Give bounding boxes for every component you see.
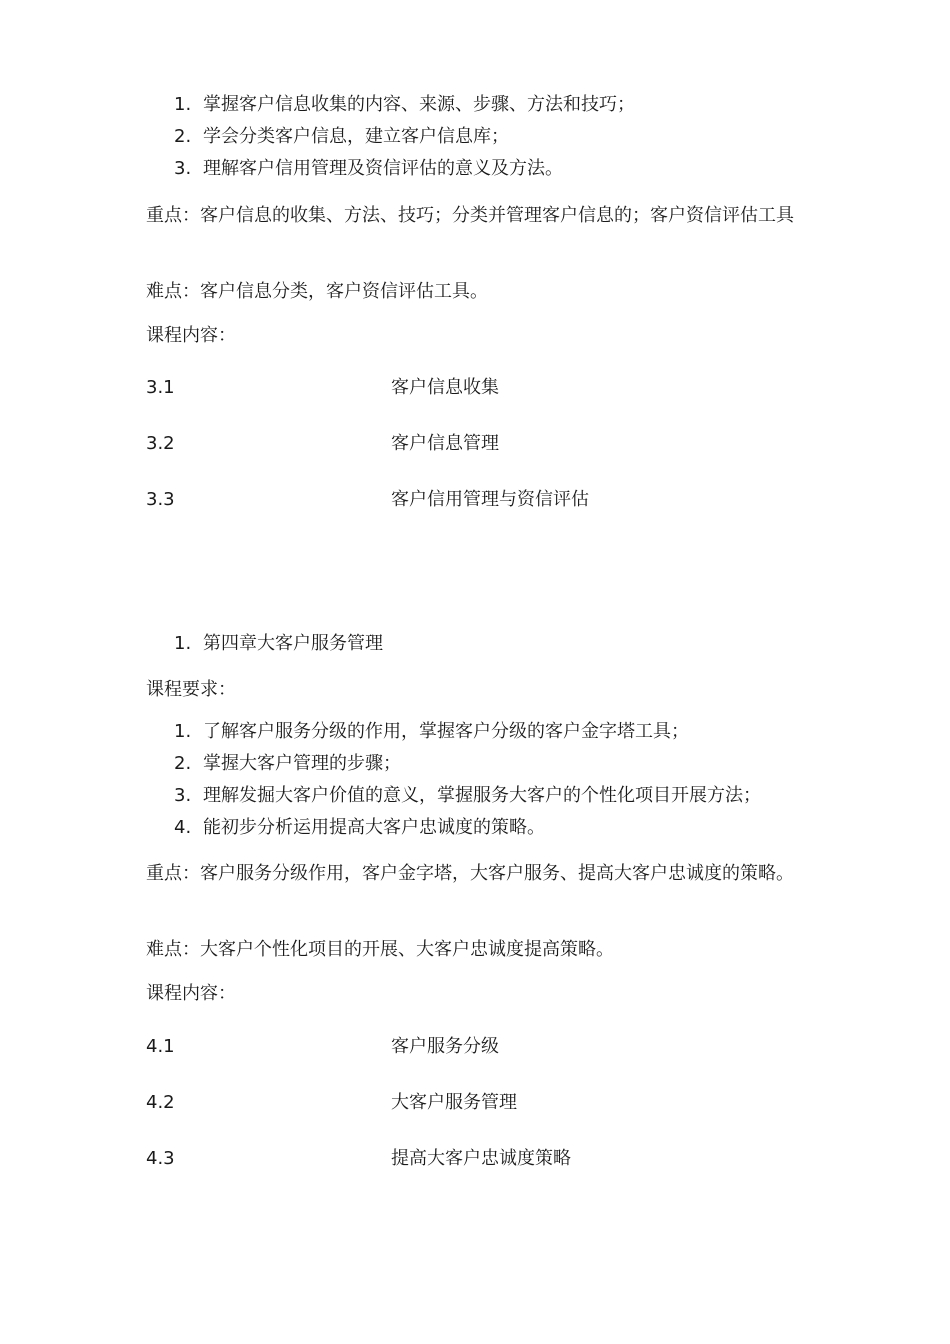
list-number: 3. bbox=[174, 158, 192, 179]
list-text: 学会分类客户信息，建立客户信息库； bbox=[203, 126, 509, 147]
list-number: 2. bbox=[174, 753, 192, 774]
chapter4-key-points: 重点：客户服务分级作用，客户金字塔，大客户服务、提高大客户忠诚度的策略。 bbox=[146, 863, 794, 884]
list-text: 理解客户信用管理及资信评估的意义及方法。 bbox=[203, 158, 563, 179]
section-title: 客户信息收集 bbox=[391, 377, 499, 398]
list-number: 4. bbox=[174, 817, 192, 838]
section-title: 客户服务分级 bbox=[391, 1036, 499, 1057]
list-text: 掌握大客户管理的步骤； bbox=[203, 753, 401, 774]
chapter4-requirements-label: 课程要求： bbox=[146, 679, 236, 700]
chapter4-content-label: 课程内容： bbox=[146, 983, 236, 1004]
list-number: 1. bbox=[174, 94, 192, 115]
section-number: 4.2 bbox=[146, 1092, 175, 1113]
list-number: 2. bbox=[174, 126, 192, 147]
section-number: 4.3 bbox=[146, 1148, 175, 1169]
section-title: 提高大客户忠诚度策略 bbox=[391, 1148, 571, 1169]
chapter3-key-points: 重点：客户信息的收集、方法、技巧；分类并管理客户信息的；客户资信评估工具 bbox=[146, 205, 794, 226]
section-number: 3.1 bbox=[146, 377, 175, 398]
chapter3-content-label: 课程内容： bbox=[146, 325, 236, 346]
section-number: 3.3 bbox=[146, 489, 175, 510]
section-number: 4.1 bbox=[146, 1036, 175, 1057]
section-number: 3.2 bbox=[146, 433, 175, 454]
chapter3-difficulties: 难点：客户信息分类，客户资信评估工具。 bbox=[146, 281, 488, 302]
heading-number: 1. bbox=[174, 633, 192, 654]
list-number: 1. bbox=[174, 721, 192, 742]
list-number: 3. bbox=[174, 785, 192, 806]
chapter4-difficulties: 难点：大客户个性化项目的开展、大客户忠诚度提高策略。 bbox=[146, 939, 614, 960]
list-text: 了解客户服务分级的作用，掌握客户分级的客户金字塔工具； bbox=[203, 721, 689, 742]
section-title: 客户信息管理 bbox=[391, 433, 499, 454]
section-title: 客户信用管理与资信评估 bbox=[391, 489, 589, 510]
list-text: 能初步分析运用提高大客户忠诚度的策略。 bbox=[203, 817, 545, 838]
list-text: 理解发掘大客户价值的意义，掌握服务大客户的个性化项目开展方法； bbox=[203, 785, 761, 806]
heading-text: 第四章大客户服务管理 bbox=[203, 633, 383, 654]
list-text: 掌握客户信息收集的内容、来源、步骤、方法和技巧； bbox=[203, 94, 635, 115]
section-title: 大客户服务管理 bbox=[391, 1092, 517, 1113]
